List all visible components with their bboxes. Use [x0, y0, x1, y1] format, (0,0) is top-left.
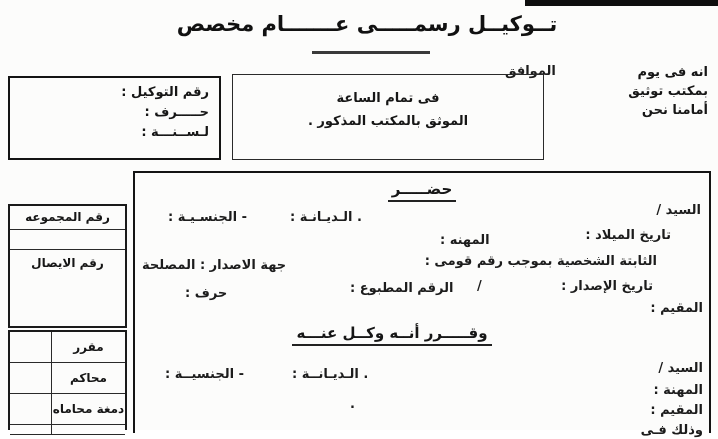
scan-edge-bar [525, 0, 718, 6]
fee-row-partial [10, 425, 125, 435]
p2-profession-label: المهنة : [653, 383, 703, 398]
fee-value-cell [10, 332, 52, 362]
title-row [0, 12, 718, 36]
fee-label: دمغة محاماه [52, 402, 125, 416]
fee-label: محاكم [70, 371, 107, 385]
time-box [232, 74, 544, 160]
p2-resident-label: المقيم : [650, 403, 703, 418]
p2-nationality-label: - الجنسيــة : [165, 367, 244, 382]
p1-printed-number-label: الرقم المطبوع : [350, 281, 454, 296]
p1-nationality-label: - الجنسـيـة : [168, 210, 247, 225]
time-label: فى تمام الساعة [336, 91, 440, 106]
receipt-number-header: رقم الايصال [31, 256, 104, 270]
delegation-heading-row [135, 323, 709, 346]
fee-value-cell [10, 425, 52, 434]
poa-letter-label: حـــــرف : [144, 105, 209, 120]
p1-birthdate-label: تاريخ الميلاد : [585, 228, 671, 243]
poa-number-box [8, 76, 221, 160]
poa-year-label: لـســنـــة : [141, 125, 209, 140]
document-title: تــوكيــل رسمـــــى عـــــــام مخصص [176, 12, 558, 36]
p2-dot: . [350, 397, 355, 412]
receipt-table [8, 204, 127, 328]
p1-issuer-label: جهة الاصدار : المصلحة [142, 258, 287, 273]
fees-table [8, 330, 127, 430]
p1-letter-label: حرف : [185, 286, 228, 301]
fee-row-muqarrar [10, 332, 125, 363]
delegation-heading: وقـــــرر أنــه وكــل عنـــه [292, 324, 491, 346]
fee-value-cell [10, 363, 52, 393]
p1-resident-label: المقيم : [650, 301, 703, 316]
p2-sayed-label: السيد / [658, 361, 703, 376]
before-us-label: أمامنا نحن [641, 103, 708, 118]
fee-label: مقرر [73, 340, 104, 354]
title-underline [312, 51, 430, 54]
p1-slash: / [477, 279, 482, 294]
attendance-heading: حضـــــر [388, 180, 457, 202]
group-number-header: رقم المجموعه [10, 206, 125, 230]
notary-office-label: بمكتب توثيق [628, 84, 708, 99]
fee-row-lawyer-stamp [10, 394, 125, 425]
main-content-box [133, 171, 711, 438]
p1-identity-label: الثابتة الشخصية بموجب رقم قومى : [424, 254, 657, 269]
corresponding-date-label: الموافق [505, 64, 556, 79]
notary-office-mentioned-label: الموثق بالمكتب المذكور . [307, 114, 469, 129]
poa-number-label: رقم التوكيل : [121, 85, 209, 100]
p1-profession-label: المهنه : [440, 233, 490, 248]
p1-religion-label: . الـديـانـة : [290, 210, 362, 225]
date-line-label: انه فى يوم [637, 65, 708, 80]
attendance-heading-row [135, 179, 709, 202]
fee-label-empty [52, 425, 125, 434]
p2-andthat-label: وذلك فـى [640, 423, 703, 438]
p1-issuedate-label: تاريخ الإصدار : [561, 279, 653, 294]
p2-religion-label: . الـديـانــة : [292, 367, 369, 382]
p1-sayed-label: السيد / [656, 203, 701, 218]
group-number-value-cell [10, 230, 125, 250]
fee-value-cell [10, 394, 52, 424]
fee-row-courts [10, 363, 125, 394]
notary-date-block [628, 63, 708, 120]
